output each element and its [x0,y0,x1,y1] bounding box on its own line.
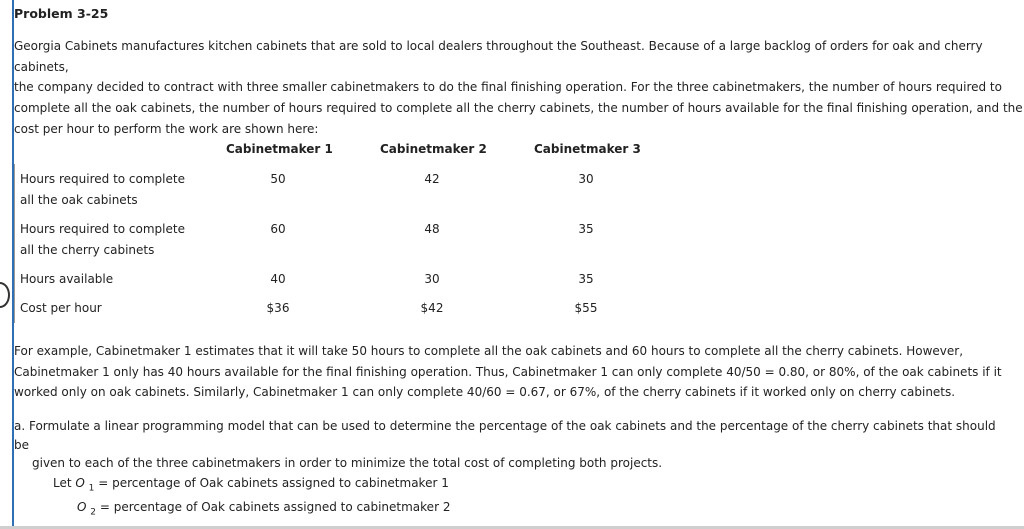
intro-paragraph [14,36,1024,140]
cell-oak-cm2: 42 [424,172,440,186]
row-label-cost-per-hour: Cost per hour [20,301,102,315]
variable-symbol: O [77,500,87,514]
intro-line: cost per hour to perform the work are shown here: [14,121,319,136]
row-label-hours-available: Hours available [20,272,114,286]
row-label-line: all the oak cabinets [20,192,138,207]
intro-line: Georgia Cabinets manufactures kitchen cabinets that are sold to local dealers throughout the Southeast. Because of a large backlog of orders for oak and cherry cabinets, [14,39,983,74]
cell-cherry-cm1: 60 [270,222,286,236]
question-a-line: given to each of the three cabinetmakers in order to minimize the total cost of completing both projects. [32,456,663,470]
let-definition-o1 [53,476,449,493]
row-label-line: Hours required to complete [20,172,185,186]
cell-oak-cm1: 50 [270,172,286,186]
let-prefix: Let [53,476,76,490]
cell-cost-cm2: $42 [420,301,444,315]
header-cabinetmaker-2: Cabinetmaker 2 [380,142,487,156]
cell-cost-cm3: $55 [574,301,598,315]
let-description: = percentage of Oak cabinets assigned to cabinetmaker 1 [94,476,449,490]
row-label-line: Hours required to complete [20,222,185,236]
intro-line: complete all the oak cabinets, the number of hours required to complete all the cherry cabinets, the number of hours available for the final finishing operation, and the [14,101,1023,116]
intro-line: the company decided to contract with three smaller cabinetmakers to do the final finishing operation. For the three cabinetmakers, the number of hours required to [14,80,1002,95]
cell-oak-cm3: 30 [578,172,594,186]
problem-title: Problem 3-25 [14,6,109,21]
variable-subscript: 2 [90,507,97,518]
table-left-border [14,164,15,323]
question-a-line: a. Formulate a linear programming model that can be used to determine the percentage of the oak cabinets and the percentage of the cherry cabinets that should be [14,419,996,452]
header-cabinetmaker-3: Cabinetmaker 3 [534,142,641,156]
row-label-line: all the cherry cabinets [20,242,155,257]
variable-subscript: 1 [88,483,95,494]
example-paragraph [14,341,1024,403]
circle-marker [0,282,10,308]
example-line: For example, Cabinetmaker 1 estimates that it will take 50 hours to complete all the oak cabinets and 60 hours to complete all the cherry cabinets. However, [14,344,964,358]
variable-symbol: O [75,476,85,490]
cell-cherry-cm2: 48 [424,222,440,236]
header-cabinetmaker-1: Cabinetmaker 1 [226,142,333,156]
row-label-oak-hours [20,169,185,210]
example-line: worked only on oak cabinets. Similarly, Cabinetmaker 1 can only complete 40/60 = 0.67, or 67%, of the cherry cabinets if it worked only on cherry cabinets. [14,385,956,400]
cell-cherry-cm3: 35 [578,222,594,236]
cell-cost-cm1: $36 [266,301,290,315]
let-description: = percentage of Oak cabinets assigned to cabinetmaker 2 [96,500,451,514]
let-definition-o2 [77,500,450,517]
row-label-cherry-hours [20,219,185,260]
cell-available-cm3: 35 [578,272,594,286]
example-line: Cabinetmaker 1 only has 40 hours available for the final finishing operation. Thus, Cabinetmaker 1 can only complete 40/50 = 0.80, or 80%, of the oak cabinets if it [14,364,1002,379]
question-a [14,417,1014,473]
cell-available-cm1: 40 [270,272,286,286]
cell-available-cm2: 30 [424,272,440,286]
